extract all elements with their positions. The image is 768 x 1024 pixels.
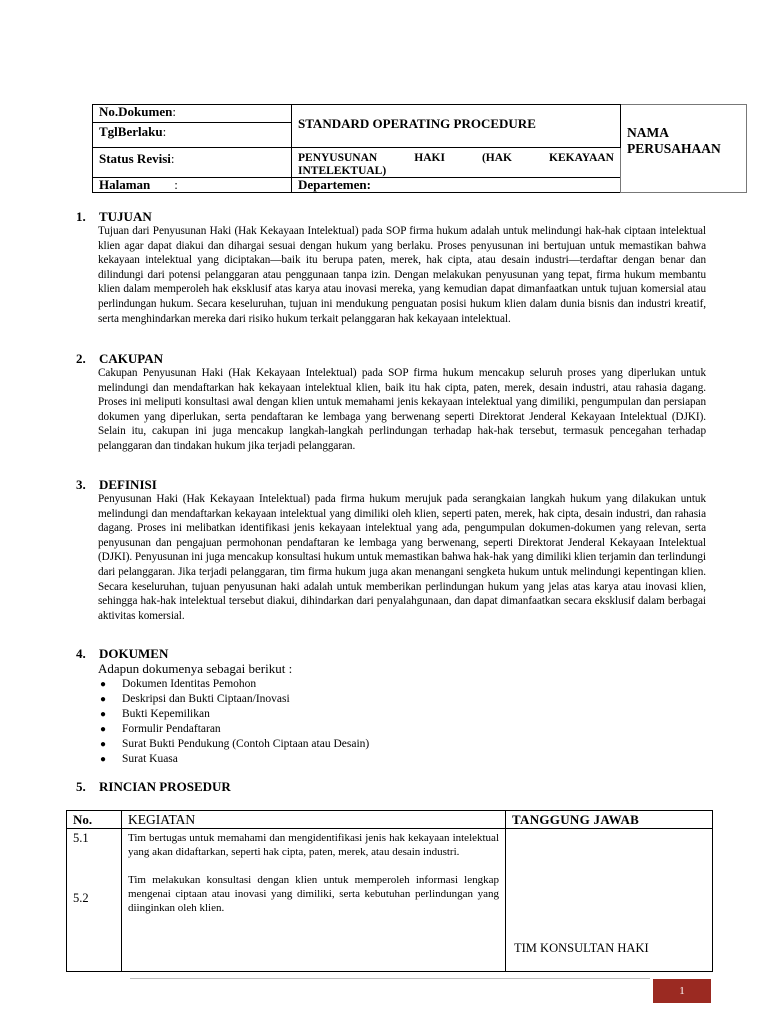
column-header-tanggung-jawab: TANGGUNG JAWAB — [506, 811, 713, 829]
section-dokumen — [76, 646, 706, 767]
colon: : — [172, 104, 176, 119]
tgl-berlaku-cell — [93, 123, 292, 148]
halaman-label: Halaman — [99, 177, 151, 192]
document-subtitle-cell — [292, 148, 621, 178]
step-description: Tim melakukan konsultasi dengan klien untuk memperoleh informasi lengkap mengenai ciptaan atau inovasi yang dimiliki, serta kebutuhan perlindungan yang diinginkan oleh klien. — [128, 874, 499, 914]
table-header-row — [67, 811, 713, 829]
dokumen-intro: Adapun dokumenya sebagai berikut : — [98, 661, 293, 676]
section-title: DEFINISI — [99, 477, 157, 492]
departemen-label: Departemen: — [292, 178, 621, 193]
responsible-party: TIM KONSULTAN HAKI — [514, 941, 649, 955]
section-number: 2. — [76, 351, 86, 366]
section-body: Tujuan dari Penyusunan Haki (Hak Kekayaan Intelektual) pada SOP firma hukum adalah untuk melindungi hak-hak ciptaan intelektual klien agar dapat diakui dan dihargai sesuai dengan hukum yang berlaku. Proses penyusunan ini bertujuan untuk memastikan bahwa kekayaan intelektual yang diciptakan—baik itu berupa paten, merek, hak cipta, atau desain industri—terdaftar dengan benar dan dilindungi dari potensi pelanggaran atau penggunaan tanpa izin. Dengan melakukan penyusunan yang tepat, firma hukum membantu klien dalam memperoleh hak eksklusif atas karya atau inovasi mereka, yang kemudian dapat dimanfaatkan untuk tujuan komersial atau perlindungan hukum. Secara keseluruhan, tujuan ini mendukung penguatan posisi hukum klien dalam dunia bisnis dan industri kreatif, serta menghindarkan mereka dari risiko hukum terkait pelanggaran hak kekayaan intelektual. — [98, 225, 706, 325]
section-number: 1. — [76, 209, 86, 224]
section-tujuan — [76, 209, 706, 326]
document-header-table — [92, 104, 747, 193]
company-name-line2: PERUSAHAAN — [627, 141, 721, 156]
list-item: ● Formulir Pendaftaran — [100, 723, 221, 735]
procedure-table — [66, 810, 713, 972]
section-title: TUJUAN — [99, 209, 152, 224]
page-number-badge: 1 — [653, 979, 711, 1003]
section-title: RINCIAN PROSEDUR — [99, 779, 231, 794]
table-row — [67, 829, 713, 972]
column-header-no: No. — [67, 811, 122, 829]
document-subtitle-line1: PENYUSUNAN HAKI (HAK KEKAYAAN — [298, 152, 614, 164]
list-item: ● Bukti Kepemilikan — [100, 708, 210, 720]
section-body: Cakupan Penyusunan Haki (Hak Kekayaan Intelektual) pada SOP firma hukum mencakup seluruh proses yang diperlukan untuk melindungi dan mendaftarkan hak kekayaan intelektual klien, baik itu hak cipta, paten, merek, desain industri, atau rahasia dagang. Proses ini meliputi konsultasi awal dengan klien untuk memahami jenis kekayaan intelektual yang dimiliki, pengumpulan dan persiapan dokumen yang diperlukan, serta pendaftaran ke lembaga yang berwenang seperti Direktorat Jenderal Kekayaan Intelektual (DJKI). Selain itu, cakupan ini juga mencakup langkah-langkah perlindungan terhadap hak-hak tersebut, termasuk pencegahan terhadap pelanggaran dan tindakan hukum jika terjadi pelanggaran. — [98, 367, 706, 452]
section-rincian-prosedur — [76, 779, 706, 794]
section-number: 5. — [76, 779, 86, 794]
document-subtitle-line2: INTELEKTUAL) — [298, 165, 387, 177]
column-header-kegiatan: KEGIATAN — [122, 811, 506, 829]
tanggung-jawab-cell — [506, 829, 713, 972]
list-item: ● Deskripsi dan Bukti Ciptaan/Inovasi — [100, 693, 290, 705]
status-revisi-label: Status Revisi — [99, 151, 171, 166]
section-body: Penyusunan Haki (Hak Kekayaan Intelektual) pada firma hukum merujuk pada serangkaian langkah hukum yang dilakukan untuk melindungi dan mendaftarkan kekayaan intelektual yang dimiliki oleh klien, seperti paten, merek, hak cipta, desain industri, dan rahasia dagang. Proses ini melibatkan identifikasi jenis kekayaan intelektual yang ada, pengumpulan dokumen-dokumen yang relevan, serta penyusunan dan pengajuan permohonan pendaftaran ke lembaga yang berwenang, seperti Direktorat Jenderal Kekayaan Intelektual (DJKI). Penyusunan ini juga mencakup konsultasi hukum untuk memastikan bahwa hak-hak yang dimiliki klien terjamin dan terlindungi dari pelanggaran. Jika terjadi pelanggaran, tim firma hukum juga akan menangani sengketa hukum untuk melindungi kepentingan klien. Secara keseluruhan, tujuan penyusunan haki adalah untuk memberikan perlindungan hukum yang jelas atas karya atau inovasi klien, sehingga hak-hak intelektual tersebut diakui, dihindarkan dari penyalahgunaan, dan dapat dimanfaatkan secara eksklusif dalam berbagai aktivitas komersial. — [98, 493, 706, 622]
step-number: 5.1 — [73, 831, 89, 845]
colon: : — [174, 177, 178, 192]
no-dokumen-label: No.Dokumen — [99, 104, 173, 119]
bullet-icon: ● — [100, 694, 107, 705]
bullet-icon: ● — [100, 754, 107, 765]
step-numbers-cell — [67, 829, 122, 972]
colon: : — [162, 124, 167, 139]
section-cakupan — [76, 351, 706, 454]
list-item: ● Surat Bukti Pendukung (Contoh Ciptaan atau Desain) — [100, 738, 370, 750]
bullet-icon: ● — [100, 709, 107, 720]
tgl-berlaku-label: TglBerlaku — [99, 124, 163, 139]
bullet-icon: ● — [100, 679, 107, 690]
list-item: ● Dokumen Identitas Pemohon — [100, 678, 257, 690]
bullet-icon: ● — [100, 724, 107, 735]
no-dokumen-cell — [93, 105, 292, 123]
company-name-line1: NAMA — [627, 125, 669, 140]
sop-title: STANDARD OPERATING PROCEDURE — [292, 105, 621, 148]
kegiatan-cell — [122, 829, 506, 972]
dokumen-list — [100, 677, 706, 767]
step-description: Tim bertugas untuk memahami dan mengidentifikasi jenis hak kekayaan intelektual yang akan didaftarkan, seperti hak cipta, paten, merek, atau desain industri. — [128, 832, 499, 858]
status-revisi-cell — [93, 148, 292, 178]
section-title: CAKUPAN — [99, 351, 164, 366]
section-title: DOKUMEN — [99, 646, 169, 661]
colon: : — [170, 151, 175, 166]
section-number: 3. — [76, 477, 86, 492]
step-number: 5.2 — [73, 891, 89, 905]
section-number: 4. — [76, 646, 86, 661]
company-name-cell — [621, 105, 747, 193]
footer-divider — [130, 978, 650, 979]
bullet-icon: ● — [100, 739, 107, 750]
list-item: ● Surat Kuasa — [100, 753, 178, 765]
halaman-cell — [93, 178, 292, 193]
section-definisi — [76, 477, 706, 623]
